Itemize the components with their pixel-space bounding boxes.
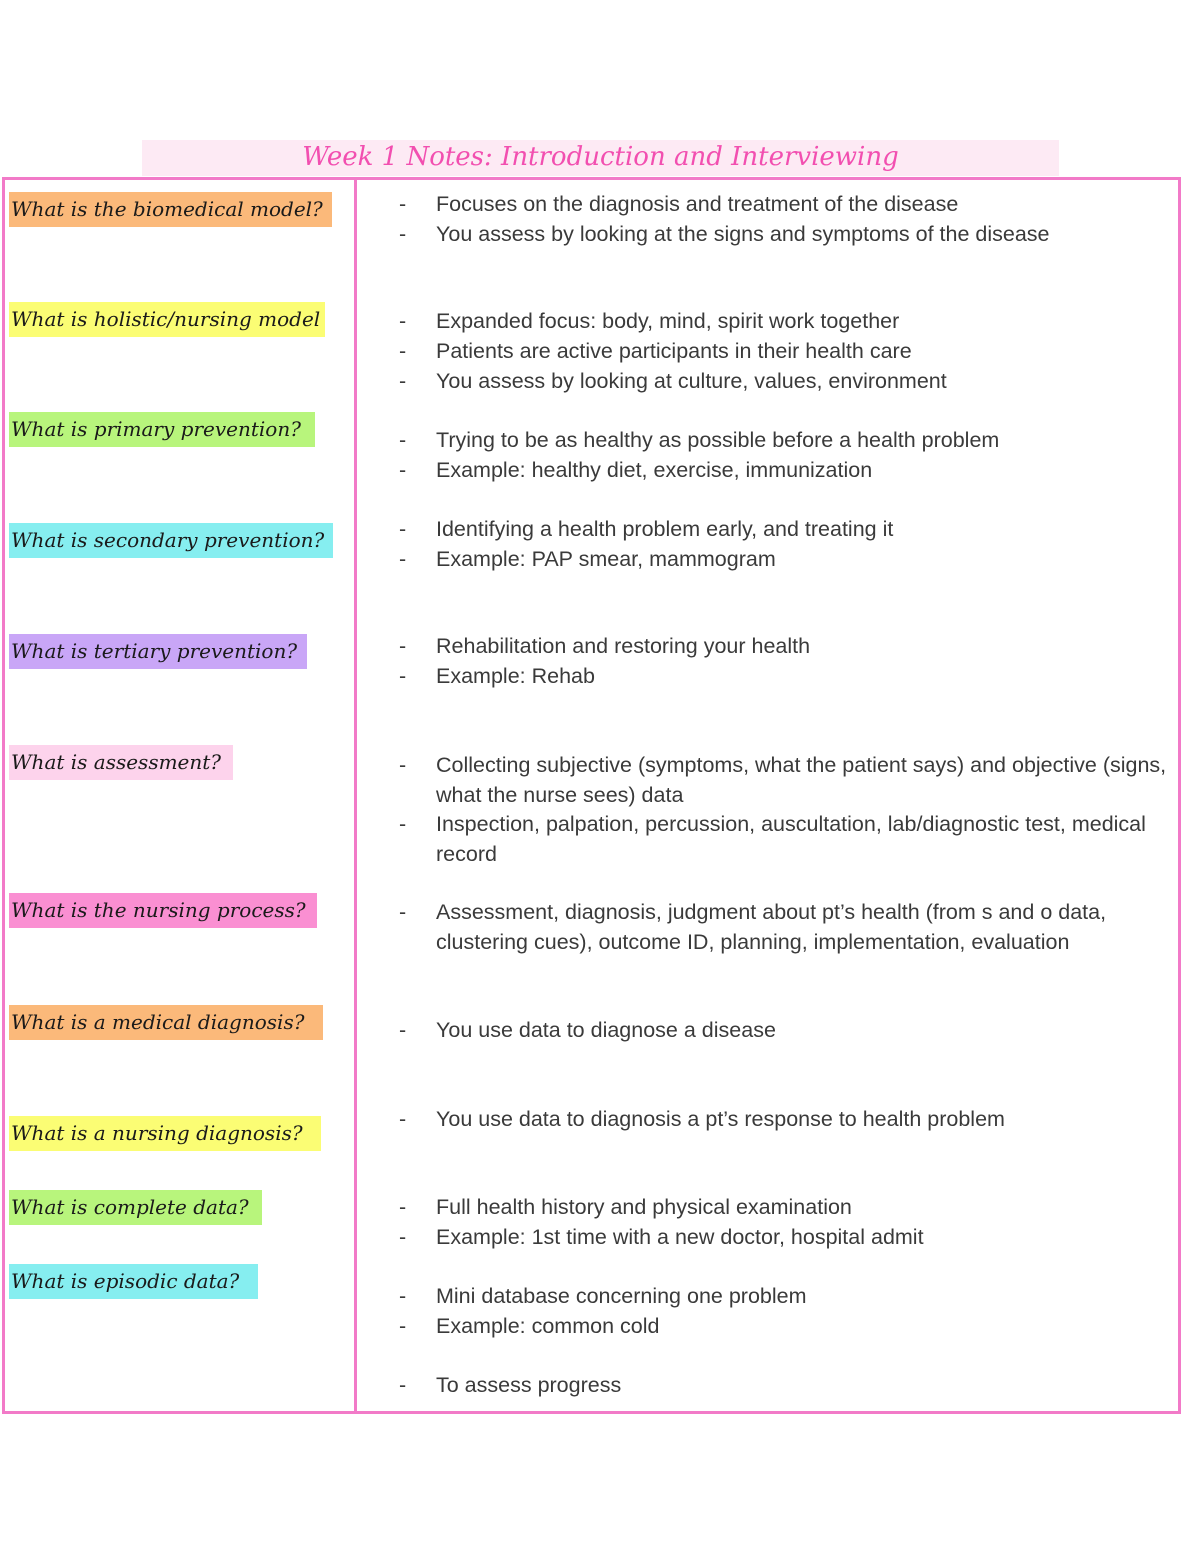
answer-text: Example: healthy diet, exercise, immunization [436, 458, 873, 482]
answer-text: Example: PAP smear, mammogram [436, 547, 776, 571]
bullet-dash: - [399, 517, 407, 541]
answer-text: Patients are active participants in their health care [436, 339, 912, 363]
question-assessment: What is assessment? [9, 745, 233, 780]
question-nursing-diagnosis: What is a nursing diagnosis? [9, 1116, 321, 1151]
answer-item [399, 1371, 1169, 1401]
question-tertiary-prevention: What is tertiary prevention? [9, 634, 307, 669]
question-nursing-process: What is the nursing process? [9, 893, 317, 928]
answer-text: Trying to be as healthy as possible before a health problem [436, 428, 1000, 452]
answer-text: Example: Rehab [436, 664, 595, 688]
answer-text: Assessment, diagnosis, judgment about pt’s health (from s and o data, clustering cues), outcome ID, planning, implementation, evaluation [436, 900, 1107, 954]
answer-item [399, 751, 1169, 810]
bullet-dash: - [399, 753, 407, 777]
answer-text: You assess by looking at culture, values, environment [436, 369, 947, 393]
answer-text: Focuses on the diagnosis and treatment of the disease [436, 192, 959, 216]
bullet-dash: - [399, 1225, 407, 1249]
question-biomedical-model: What is the biomedical model? [9, 192, 332, 227]
answer-item [399, 545, 1169, 575]
answer-item [399, 1282, 1169, 1312]
answer-text: To assess progress [436, 1373, 622, 1397]
answer-text: Collecting subjective (symptoms, what the patient says) and objective (signs, what the nurse sees) data [436, 753, 1167, 807]
bullet-dash: - [399, 1018, 407, 1042]
answer-item [399, 810, 1169, 869]
question-complete-data: What is complete data? [9, 1190, 262, 1225]
answer-text: You assess by looking at the signs and symptoms of the disease [436, 222, 1050, 246]
bullet-dash: - [399, 369, 407, 393]
answer-item [399, 898, 1169, 957]
answer-text: Mini database concerning one problem [436, 1284, 807, 1308]
bullet-dash: - [399, 428, 407, 452]
answer-text: Inspection, palpation, percussion, auscultation, lab/diagnostic test, medical record [436, 812, 1146, 866]
question-holistic-model: What is holistic/nursing model [9, 302, 325, 337]
answer-text: Full health history and physical examination [436, 1195, 852, 1219]
answer-text: Identifying a health problem early, and treating it [436, 517, 894, 541]
answer-item [399, 1223, 1169, 1253]
bullet-dash: - [399, 547, 407, 571]
question-episodic-data: What is episodic data? [9, 1264, 258, 1299]
answer-item [399, 190, 1169, 220]
question-medical-diagnosis: What is a medical diagnosis? [9, 1005, 323, 1040]
bullet-dash: - [399, 458, 407, 482]
answer-item [399, 1105, 1169, 1135]
answer-text: Example: common cold [436, 1314, 660, 1338]
bullet-dash: - [399, 664, 407, 688]
bullet-dash: - [399, 812, 407, 836]
bullet-dash: - [399, 192, 407, 216]
answer-item [399, 632, 1169, 662]
answer-item [399, 1193, 1169, 1223]
answer-text: You use data to diagnosis a pt’s response to health problem [436, 1107, 1005, 1131]
bullet-dash: - [399, 900, 407, 924]
answer-item [399, 220, 1169, 250]
answer-text: You use data to diagnose a disease [436, 1018, 776, 1042]
bullet-dash: - [399, 339, 407, 363]
bullet-dash: - [399, 634, 407, 658]
answer-item [399, 515, 1169, 545]
answer-item [399, 337, 1169, 367]
answer-text: Example: 1st time with a new doctor, hospital admit [436, 1225, 924, 1249]
answer-item [399, 662, 1169, 692]
question-primary-prevention: What is primary prevention? [9, 412, 315, 447]
answer-item [399, 367, 1169, 397]
answer-item [399, 426, 1169, 456]
answer-text: Rehabilitation and restoring your health [436, 634, 811, 658]
answer-item [399, 307, 1169, 337]
bullet-dash: - [399, 1195, 407, 1219]
bullet-dash: - [399, 1284, 407, 1308]
answer-text: Expanded focus: body, mind, spirit work together [436, 309, 900, 333]
question-secondary-prevention: What is secondary prevention? [9, 523, 333, 558]
answer-item [399, 1016, 1169, 1046]
bullet-dash: - [399, 222, 407, 246]
bullet-dash: - [399, 309, 407, 333]
column-divider [354, 177, 357, 1414]
answer-item [399, 1312, 1169, 1342]
bullet-dash: - [399, 1107, 407, 1131]
answer-item [399, 456, 1169, 486]
page-title: Week 1 Notes: Introduction and Interviewing [302, 142, 899, 172]
bullet-dash: - [399, 1314, 407, 1338]
bullet-dash: - [399, 1373, 407, 1397]
